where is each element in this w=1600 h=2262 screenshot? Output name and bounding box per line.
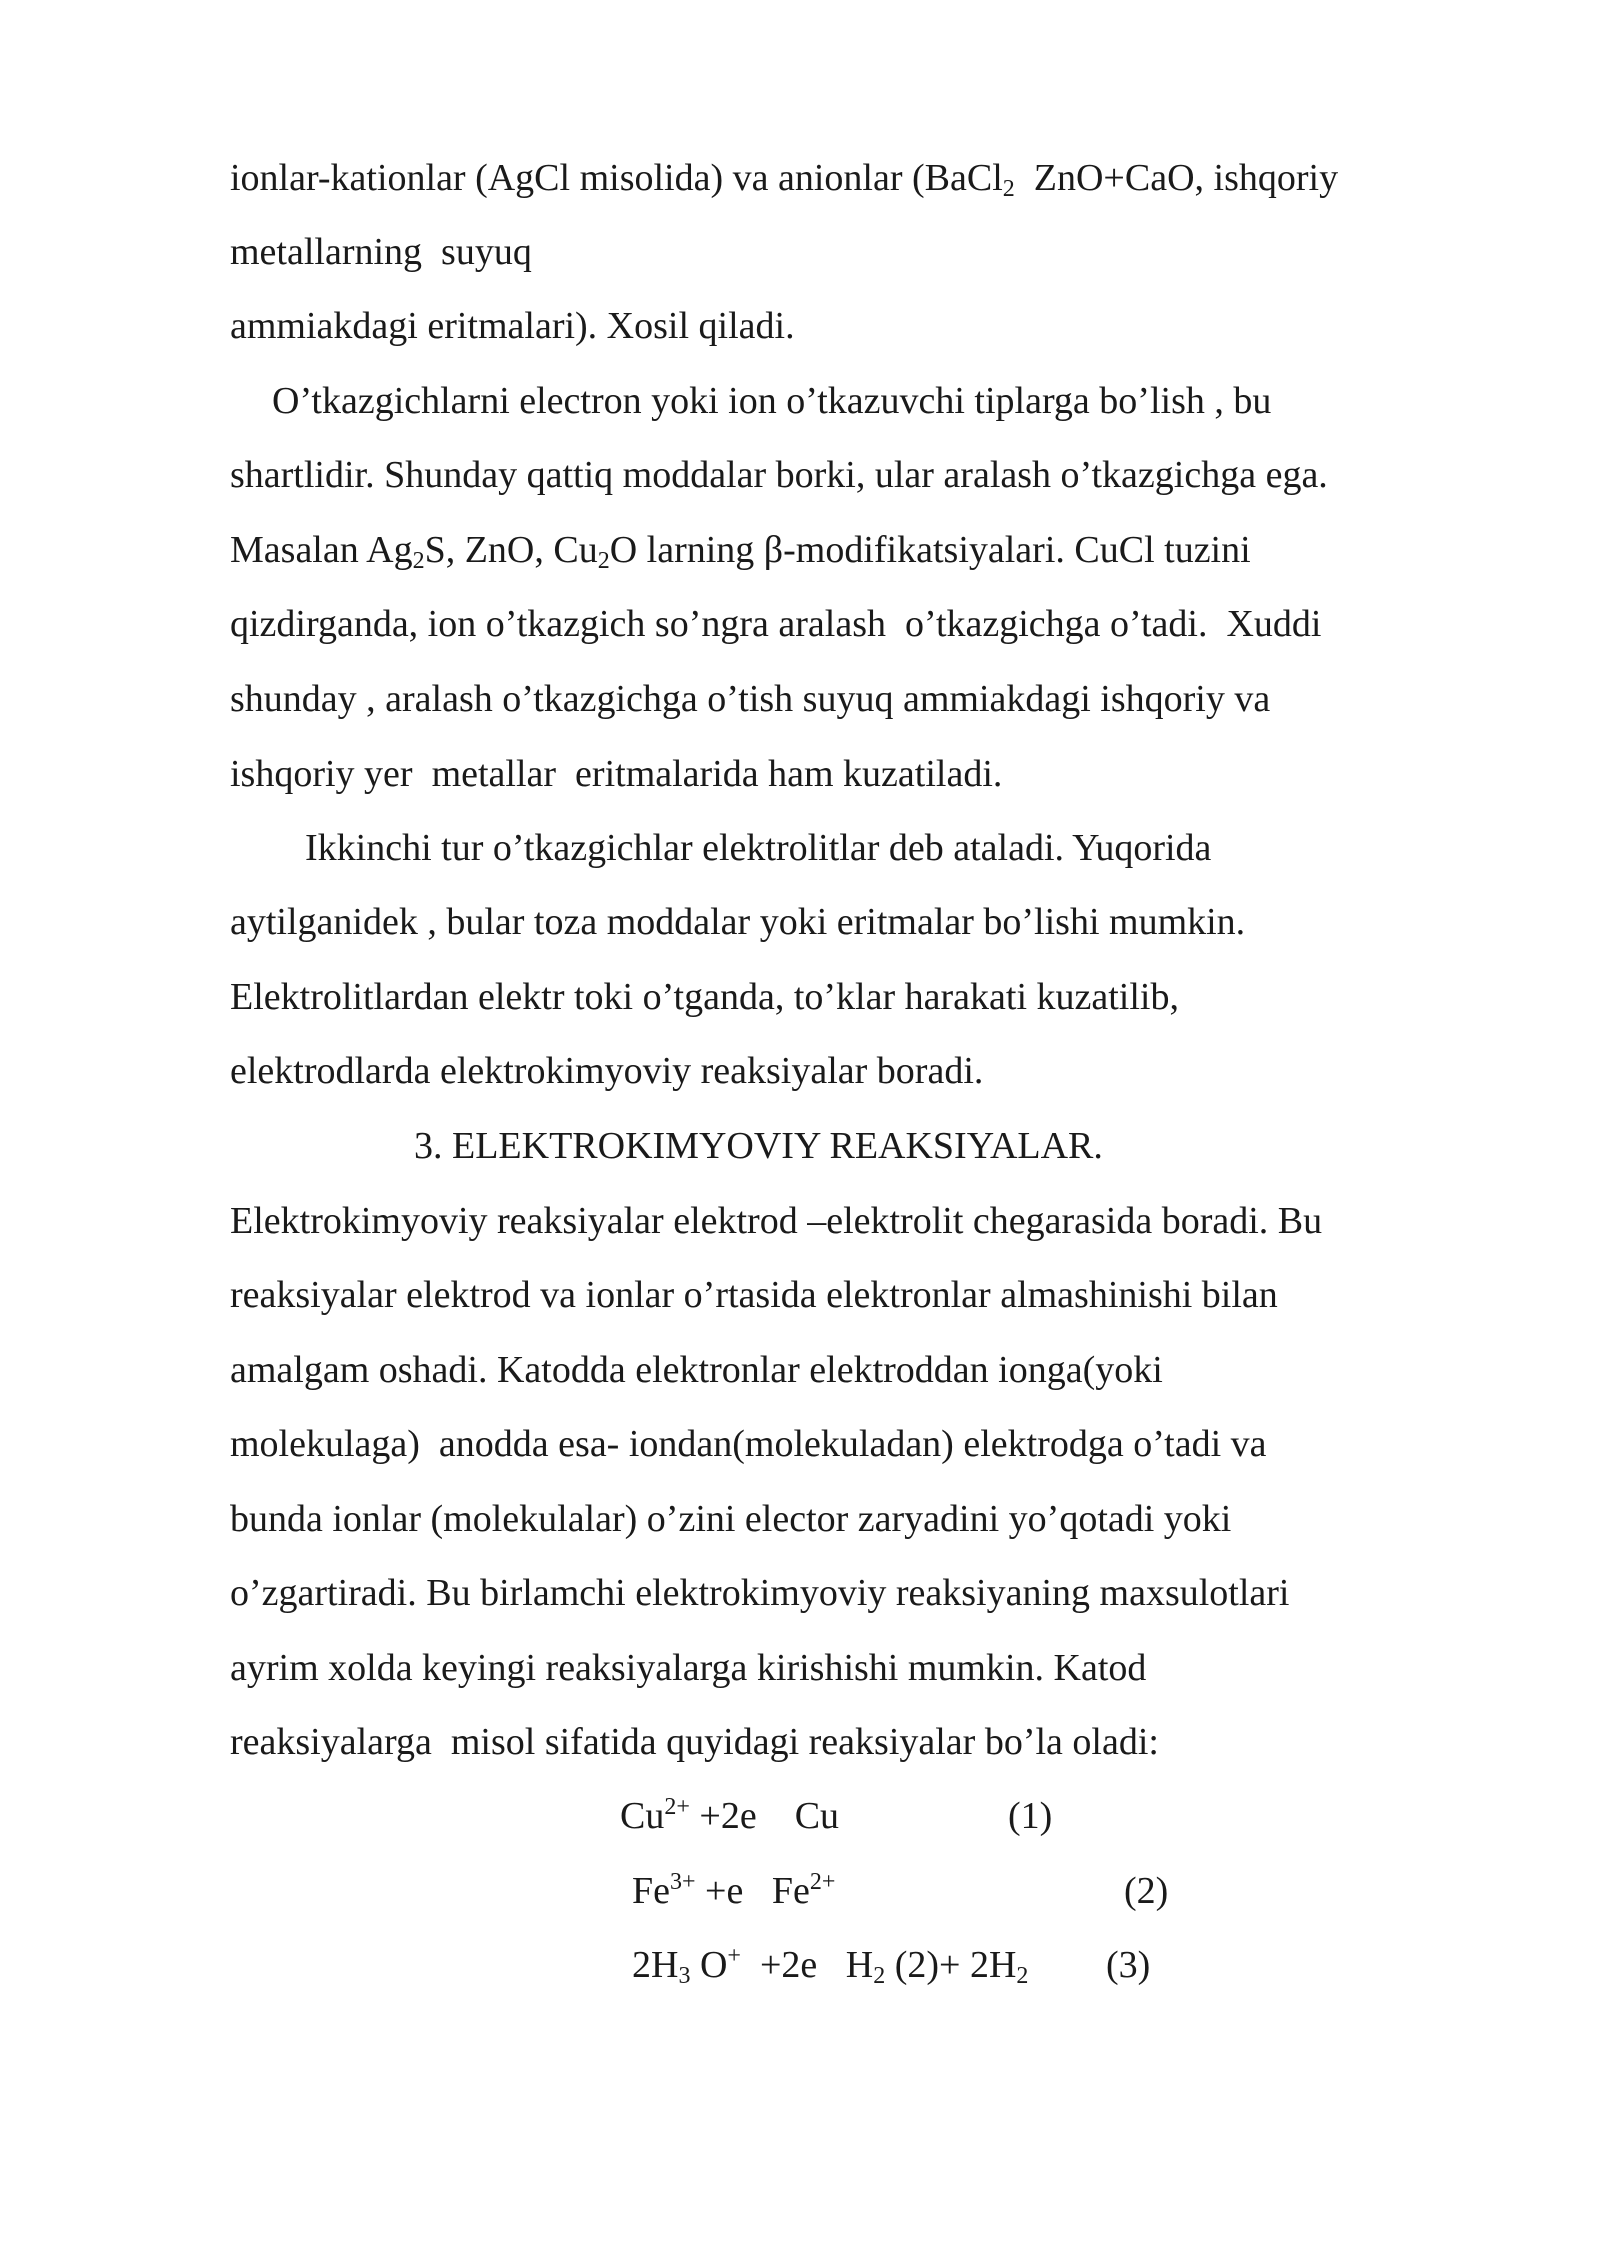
section-heading: 3. ELEKTROKIMYOVIY REAKSIYALAR. — [414, 1125, 1103, 1167]
paragraph-line: bunda ionlar (molekulalar) o’zini elector zaryadini yo’qotadi yoki — [230, 1498, 1232, 1540]
paragraph-line: o’zgartiradi. Bu birlamchi elektrokimyoviy reaksiyaning maxsulotlari — [230, 1572, 1290, 1614]
paragraph-line: elektrodlarda elektrokimyoviy reaksiyalar boradi. — [230, 1050, 984, 1092]
paragraph-line: aytilganidek , bular toza moddalar yoki eritmalar bo’lishi mumkin. — [230, 901, 1246, 943]
text-run: ZnO+CaO, ishqoriy — [1014, 157, 1339, 199]
text-run: S, ZnO, Cu — [424, 529, 598, 571]
paragraph-line: Ikkinchi tur o’tkazgichlar elektrolitlar deb ataladi. Yuqorida — [305, 827, 1212, 869]
equation-text: +e Fe — [695, 1870, 810, 1912]
text-run: Masalan Ag — [230, 529, 413, 571]
equation-text: +2e H — [740, 1944, 874, 1986]
paragraph-line — [230, 527, 1251, 573]
text-run: O larning β-modifikatsiyalari. CuCl tuzini — [609, 529, 1251, 571]
superscript: + — [727, 1943, 741, 1969]
equation-3 — [632, 1942, 1028, 1988]
superscript: 3+ — [670, 1869, 696, 1895]
paragraph-line: molekulaga) anodda esa- iondan(molekuladan) elektrodga o’tadi va — [230, 1423, 1267, 1465]
paragraph-line: metallarning suyuq — [230, 231, 532, 273]
paragraph-line: reaksiyalar elektrod va ionlar o’rtasida elektronlar almashinishi bilan — [230, 1274, 1278, 1316]
equation-2 — [632, 1868, 835, 1914]
paragraph-line: ammiakdagi eritmalari). Xosil qiladi. — [230, 305, 795, 347]
equation-text: O — [690, 1944, 728, 1986]
subscript: 2 — [1016, 1963, 1029, 1989]
subscript: 2 — [412, 548, 425, 574]
paragraph-line: O’tkazgichlarni electron yoki ion o’tkazuvchi tiplarga bo’lish , bu — [272, 380, 1272, 422]
subscript: 2 — [873, 1963, 886, 1989]
paragraph-line: Elektrokimyoviy reaksiyalar elektrod –elektrolit chegarasida boradi. Bu — [230, 1200, 1323, 1242]
subscript: 2 — [1002, 176, 1015, 202]
superscript: 2+ — [809, 1869, 836, 1895]
subscript: 3 — [678, 1963, 691, 1989]
text-run: ionlar-kationlar (AgCl misolida) va anionlar (BaCl — [230, 157, 1003, 199]
equation-text: Fe — [632, 1870, 670, 1912]
paragraph-line: ishqoriy yer metallar eritmalarida ham kuzatiladi. — [230, 753, 1003, 795]
superscript: 2+ — [664, 1794, 690, 1820]
equation-text: +2e Cu — [689, 1795, 840, 1837]
paragraph-line — [230, 155, 1338, 201]
paragraph-line: shartlidir. Shunday qattiq moddalar borki, ular aralash o’tkazgichga ega. — [230, 454, 1328, 496]
paragraph-line: Elektrolitlardan elektr toki o’tganda, to’klar harakati kuzatilib, — [230, 976, 1179, 1018]
subscript: 2 — [597, 548, 610, 574]
paragraph-line: qizdirganda, ion o’tkazgich so’ngra aralash o’tkazgichga o’tadi. Xuddi — [230, 603, 1322, 645]
equation-text: Cu — [620, 1795, 665, 1837]
paragraph-line: ayrim xolda keyingi reaksiyalarga kirishishi mumkin. Katod — [230, 1647, 1147, 1689]
equation-number: (2) — [1124, 1870, 1169, 1912]
equation-number: (3) — [1106, 1944, 1151, 1986]
paragraph-line: reaksiyalarga misol sifatida quyidagi reaksiyalar bo’la oladi: — [230, 1721, 1159, 1763]
paragraph-line: amalgam oshadi. Katodda elektronlar elektroddan ionga(yoki — [230, 1349, 1163, 1391]
equation-text: 2H — [632, 1944, 679, 1986]
equation-1 — [620, 1793, 839, 1839]
paragraph-line: shunday , aralash o’tkazgichga o’tish suyuq ammiakdagi ishqoriy va — [230, 678, 1271, 720]
equation-number: (1) — [1008, 1795, 1053, 1837]
equation-text: (2)+ 2H — [885, 1944, 1017, 1986]
